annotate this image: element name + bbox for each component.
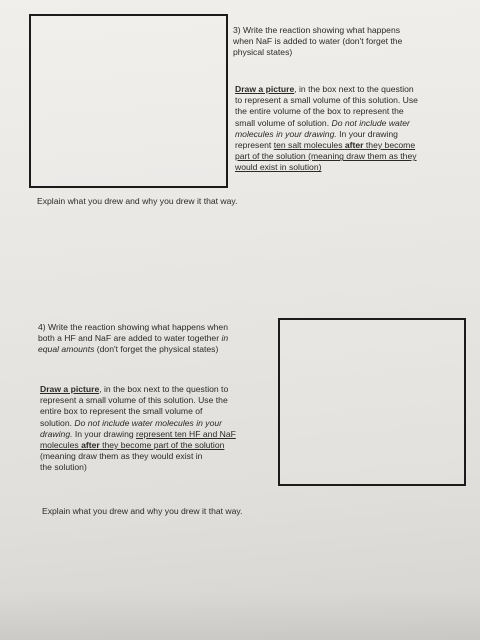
- q4-draw-underline: molecules: [40, 440, 82, 451]
- q4-question: [38, 322, 268, 356]
- q4-draw-line: solution.: [40, 417, 75, 428]
- q3-draw-line: small volume of solution.: [235, 117, 330, 128]
- q4-draw-line: In your drawing: [72, 428, 137, 439]
- q4-title-line: (don't forget the physical states): [94, 344, 219, 355]
- q3-draw-line: , in the box next to the question: [294, 84, 414, 94]
- q4-draw-bold: after: [81, 440, 100, 451]
- q4-title-line: 4) Write the reaction showing what happens when: [38, 322, 228, 332]
- q3-title-line: 3) Write the reaction showing what happens: [233, 25, 401, 35]
- q4-draw-heading: Draw a picture: [40, 384, 100, 394]
- q4-draw-line: the solution): [40, 462, 87, 473]
- q4-title-italic: in: [221, 333, 229, 344]
- q4-drawing-instructions: [40, 384, 272, 474]
- q4-draw-italic: Do not include water molecules in your: [74, 417, 223, 428]
- q3-draw-underline: they become: [363, 140, 416, 151]
- q3-draw-heading: Draw a picture: [235, 84, 295, 94]
- q3-draw-underline: ten salt molecules: [273, 140, 345, 151]
- q3-draw-line: In your drawing: [339, 128, 398, 139]
- q3-draw-line: represent: [235, 140, 274, 151]
- q4-draw-line: (meaning draw them as they would exist in: [40, 451, 203, 462]
- q4-draw-underline: represent ten HF and NaF: [136, 428, 236, 439]
- q3-draw-line: to represent a small volume of this solution. Use: [235, 95, 418, 106]
- q4-draw-line: , in the box next to the question to: [99, 384, 229, 394]
- q3-drawing-box[interactable]: [29, 14, 228, 188]
- q4-explain-prompt: Explain what you drew and why you drew it that way.: [42, 506, 243, 516]
- q3-drawing-instructions: [235, 84, 455, 174]
- q4-draw-underline: they become part of the solution: [99, 440, 225, 451]
- q4-draw-line: represent a small volume of this solution. Use the: [40, 395, 228, 406]
- q3-explain-prompt: Explain what you drew and why you drew it that way.: [37, 196, 238, 206]
- q3-draw-underline: part of the solution (meaning draw them as they: [235, 151, 417, 162]
- q4-drawing-box[interactable]: [278, 318, 466, 486]
- q4-draw-line: entire box to represent the small volume of: [40, 406, 203, 417]
- q3-question: [233, 25, 448, 59]
- q3-title-line: physical states): [233, 47, 293, 58]
- q4-title-line: both a HF and NaF are added to water together: [38, 333, 222, 344]
- q3-draw-underline: would exist in solution): [235, 162, 322, 173]
- q3-draw-italic: Do not include water: [331, 117, 410, 128]
- q3-draw-italic: molecules in your drawing.: [235, 128, 337, 139]
- q3-draw-line: the entire volume of the box to represent the: [235, 106, 404, 117]
- q4-draw-italic: drawing.: [40, 428, 73, 439]
- q3-title-line: when NaF is added to water (don't forget the: [233, 36, 403, 47]
- q3-draw-bold: after: [344, 140, 364, 151]
- page-shadow: [0, 590, 480, 640]
- q4-title-italic: equal amounts: [38, 344, 95, 355]
